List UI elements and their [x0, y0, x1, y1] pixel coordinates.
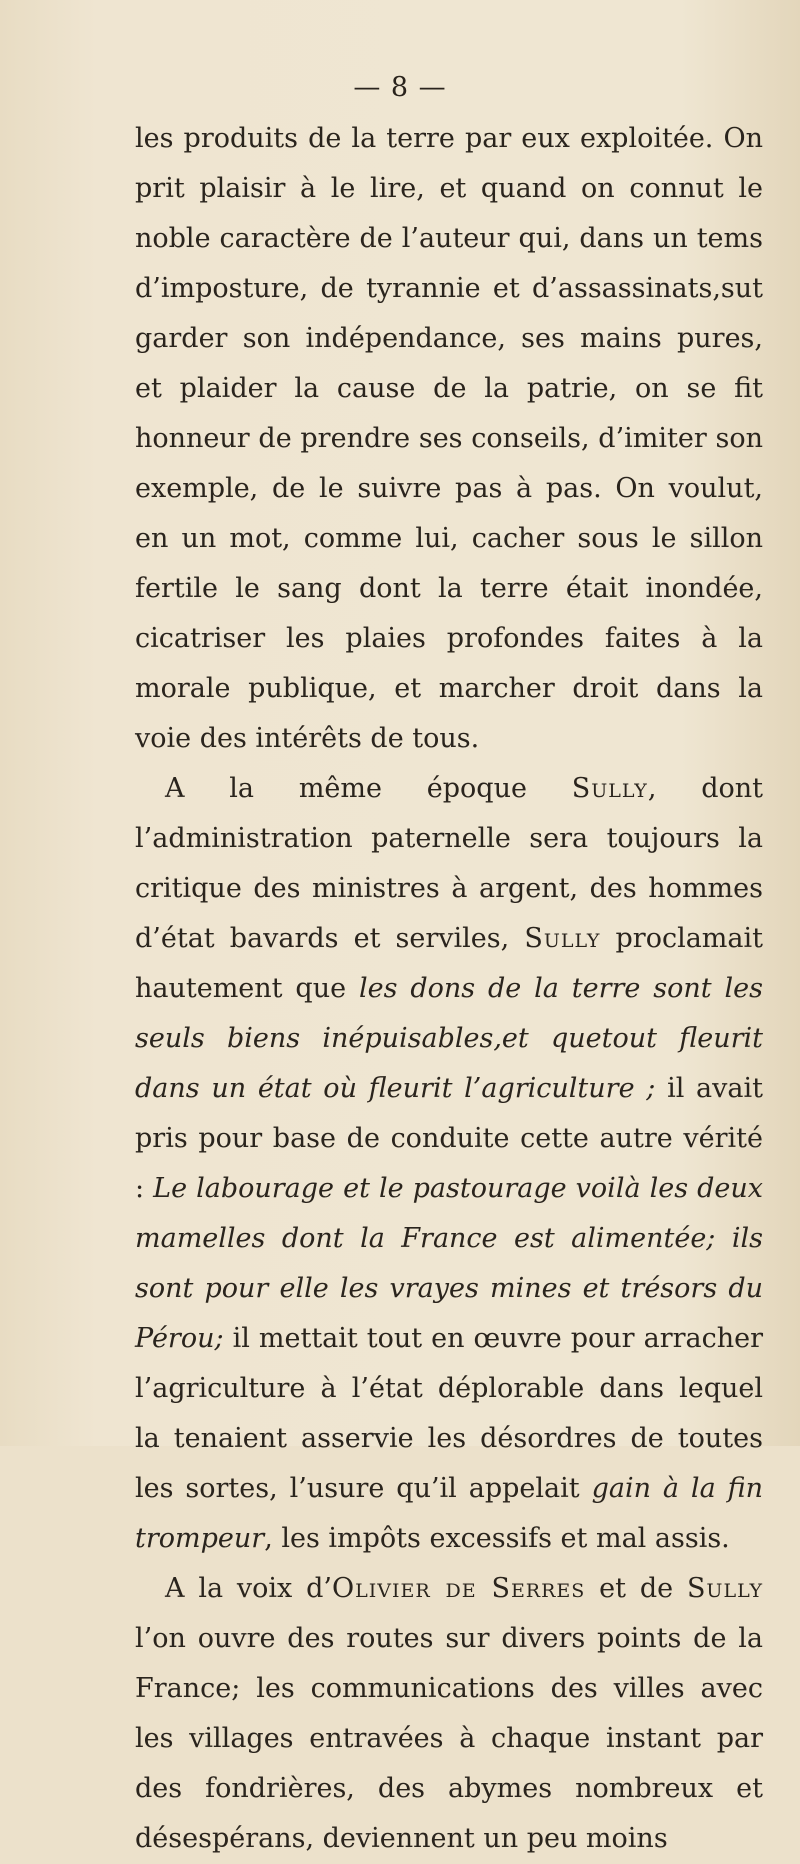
name-sully: Sully	[571, 773, 648, 804]
text-segment: A la même époque	[165, 773, 572, 804]
name-sully: Sully	[686, 1573, 764, 1604]
page-number: — 8 —	[353, 72, 447, 103]
text-segment: il mettait tout en œuvre pour arracher l’agriculture à l’état déplorable dans lequel la tenaient asservie les désordres de toutes les sortes, l’usure qu’il appelait	[135, 1323, 763, 1504]
name-olivier-de-serres: Olivier de Serres	[332, 1573, 586, 1604]
text-segment: l’on ouvre des routes sur divers points de la France; les communications des villes avec les villages entravées à chaque instant par des fondrières, des abymes nombreux et désespérans, deviennent un peu moins	[135, 1623, 763, 1854]
text-segment: les produits de la terre par eux exploitée. On prit plaisir à le lire, et quand on connut le noble caractère de l’auteur qui, dans un tems d’imposture, de tyrannie et d’assassinats,sut garder son indépendance, ses mains pures, et plaider la cause de la patrie, on se fit honneur de prendre ses conseils, d’imiter son exemple, de le suivre pas à pas. On voulut, en un mot, comme lui, cacher sous le sillon fertile le sang dont la terre était inondée, cicatriser les plaies profondes faites à la morale publique, et marcher droit dans la voie des intérêts de tous.	[135, 123, 763, 754]
paragraph-3	[135, 1564, 763, 1864]
body-text	[135, 114, 763, 1864]
italic-quote: Le labourage et le pastourage voilà les deux mamelles dont la France est alimentée; ils sont pour elle les vrayes mines et trésors du Pérou;	[135, 1173, 764, 1354]
italic-quote: les dons de la terre sont les seuls biens inépuisables,et quetout fleurit dans un état où fleurit l’agriculture ;	[135, 973, 764, 1104]
italic-quote: gain à la fin trompeur	[135, 1473, 763, 1554]
paragraph-1	[135, 114, 763, 764]
text-segment: A la voix d’	[165, 1573, 332, 1604]
text-segment: , les impôts excessifs et mal assis.	[264, 1523, 730, 1554]
paragraph-2	[135, 764, 763, 1564]
name-sully: Sully	[524, 923, 601, 954]
text-segment: il avait pris pour base de conduite cette autre vérité :	[135, 1073, 763, 1204]
text-segment: proclamait hautement que	[135, 923, 763, 1004]
text-segment: , dont l’administration paternelle sera toujours la critique des ministres à argent, des hommes d’état bavards et serviles,	[135, 773, 763, 954]
text-segment: et de	[585, 1573, 687, 1604]
